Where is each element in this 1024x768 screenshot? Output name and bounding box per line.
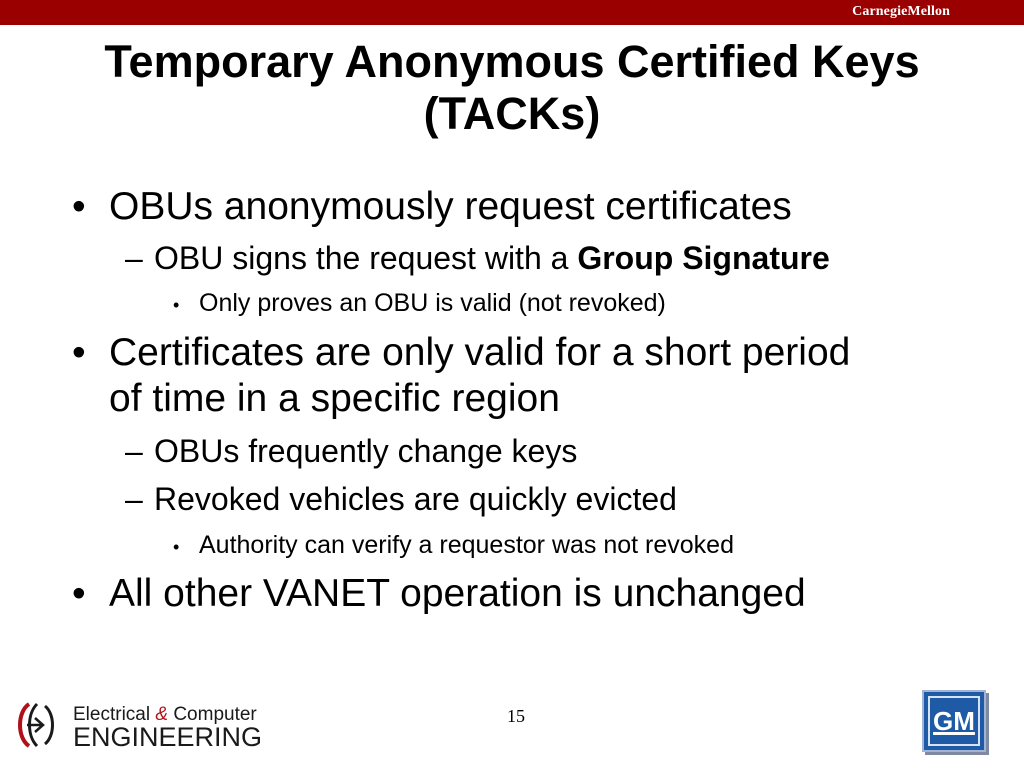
gm-logo-inner (928, 696, 980, 746)
bullet-marker: • (72, 185, 86, 228)
bullet-2-sub-2-sub-1-text: Authority can verify a requestor was not revoked (199, 531, 734, 559)
ece-logo-word-computer: Computer (173, 704, 257, 725)
bullet-marker: • (72, 572, 86, 615)
ece-logo (15, 698, 275, 752)
dash-marker: – (125, 481, 143, 517)
slide-title (0, 36, 1024, 140)
bullet-marker: • (72, 331, 86, 374)
bullet-1-sub-1-text: OBU signs the request with a Group Signature (154, 240, 830, 276)
bullet-1-sub-1-sub-1-text: Only proves an OBU is valid (not revoked) (199, 289, 666, 317)
top-bar (0, 0, 1024, 25)
bullet-2-sub-1-text: OBUs frequently change keys (154, 433, 578, 469)
bullet-1-text: OBUs anonymously request certificates (109, 185, 792, 228)
slide-title-line-1: Temporary Anonymous Certified Keys (104, 36, 920, 87)
page-number: 15 (507, 706, 525, 726)
gm-logo (922, 690, 986, 752)
slide-title-line-2: (TACKs) (423, 88, 601, 139)
bullet-3-text: All other VANET operation is unchanged (109, 572, 806, 615)
bullet-2-text-line-2: of time in a specific region (109, 377, 560, 420)
gm-logo-text: GM (933, 705, 975, 736)
sub-bullet-marker: • (173, 537, 180, 557)
dash-marker: – (125, 240, 143, 276)
ece-logo-ampersand: & (155, 704, 169, 725)
ece-logo-word-electrical: Electrical (73, 704, 151, 725)
dash-marker: – (125, 433, 143, 469)
bullet-2-text-line-1: Certificates are only valid for a short period (109, 331, 851, 374)
ece-logo-mark-icon (20, 704, 53, 746)
carnegie-mellon-wordmark: CarnegieMellon (852, 4, 950, 19)
bullet-2-sub-2-text: Revoked vehicles are quickly evicted (154, 481, 677, 517)
group-signature-emphasis: Group Signature (577, 240, 830, 276)
ece-logo-word-engineering: ENGINEERING (73, 722, 263, 752)
sub-bullet-marker: • (173, 295, 180, 315)
